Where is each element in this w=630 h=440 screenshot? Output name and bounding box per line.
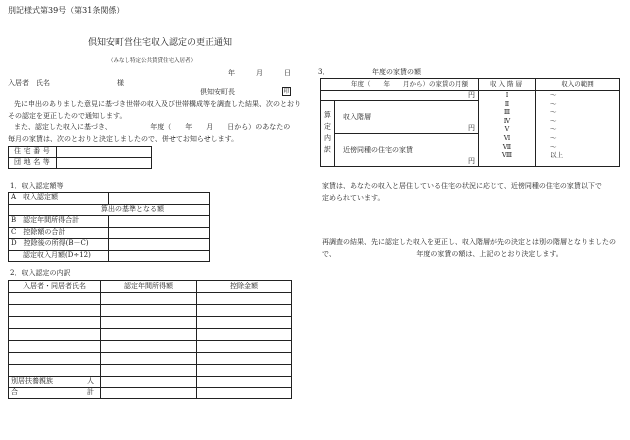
separated-dependents-label-group <box>11 378 98 386</box>
reexamination-note-line: 再調査の結果、先に認定した収入を更正し、収入階層が先の決定とは別の階層となりましたの <box>322 238 616 246</box>
table-cell <box>9 305 101 317</box>
table-cell <box>197 365 292 377</box>
recipient-name-label: 入居者 氏名 <box>8 79 50 87</box>
estate-name-value <box>57 158 152 169</box>
total-cell <box>9 388 101 399</box>
document-title: 倶知安町営住宅収入認定の更正通知 <box>88 38 233 48</box>
income-range-item: ～ <box>550 91 557 99</box>
income-range-item: ～ <box>550 108 557 117</box>
income-level-item: Ⅶ <box>502 142 512 151</box>
housing-number-label: 住宅番号 <box>9 147 57 158</box>
income-range-list <box>535 90 619 166</box>
breakdown-income-level-row <box>334 100 478 133</box>
basis-header: 算出の基準となる額 <box>9 204 210 216</box>
monthly-income-value <box>109 250 210 262</box>
total-label-last: 計 <box>87 388 94 397</box>
income-level-header: 収入階層 <box>478 79 535 90</box>
table-cell <box>101 377 197 388</box>
separated-dependents-cell <box>9 377 101 388</box>
table-cell <box>101 305 197 317</box>
intro-line: また、認定した収入に基づき、 年度（ 年 月 日から）のあなたの <box>14 123 291 131</box>
column-header-annual-income: 認定年間所得額 <box>101 281 197 293</box>
intro-line: 先に申出のありました意見に基づき世帯の収入及び世帯構成等を調査した結果、次のとおり <box>14 100 301 108</box>
table-cell <box>197 305 292 317</box>
housing-info-table <box>8 146 152 169</box>
estate-name-label: 団地名等 <box>9 158 57 169</box>
table-cell <box>101 388 197 399</box>
monthly-rent-header: 年度（ 年 月から）の家賃の月額 <box>351 80 468 88</box>
table-cell <box>197 353 292 365</box>
table-cell <box>101 293 197 305</box>
reexamination-note-line: で、 年度の家賃の額は、上記のとおり決定します。 <box>322 250 563 258</box>
table-cell <box>9 293 101 305</box>
yen-unit: 円 <box>468 91 475 99</box>
table-cell <box>197 317 292 329</box>
total-row <box>9 388 292 399</box>
breakdown-nearby-rent-row <box>334 133 478 166</box>
table-cell <box>197 341 292 353</box>
table-row <box>9 329 292 341</box>
table-row <box>9 204 210 216</box>
table-cell <box>197 293 292 305</box>
sender-name: 倶知安町長 <box>200 88 235 96</box>
rent-note-line: 家賃は、あなたの収入と居住している住宅の状況に応じて、近傍同種の住宅の家賃以下で <box>322 182 602 190</box>
income-level-item: Ⅲ <box>503 108 511 117</box>
estate-name-row <box>9 158 152 169</box>
calculation-breakdown-label: 算定内訳 <box>323 110 332 157</box>
table-cell <box>9 365 101 377</box>
column-header-name: 入居者・同居者氏名 <box>9 281 101 293</box>
table-cell <box>9 329 101 341</box>
income-level-item: Ⅵ <box>503 133 511 142</box>
table-row <box>9 227 210 239</box>
table-row <box>9 305 292 317</box>
official-seal-box: 印 <box>283 88 290 95</box>
calculation-breakdown-label-cell <box>321 100 334 166</box>
table-cell <box>197 377 292 388</box>
yen-unit: 円 <box>468 123 475 132</box>
rent-note-line: 定められています。 <box>322 194 385 202</box>
total-label-group <box>11 389 98 397</box>
breakdown-income-level-label: 収入階層 <box>343 113 371 121</box>
separated-dependents-unit: 人 <box>87 377 94 386</box>
table-cell <box>9 341 101 353</box>
table-cell <box>101 341 197 353</box>
table-row <box>9 317 292 329</box>
income-range-item: ～ <box>550 125 557 134</box>
table-row <box>9 239 210 251</box>
separated-dependents-row <box>9 377 292 388</box>
rent-amount-table <box>320 78 620 167</box>
housing-number-row <box>9 147 152 158</box>
income-level-item: Ⅱ <box>504 99 510 108</box>
income-level-item: Ⅰ <box>505 91 509 99</box>
section1-heading: 1．収入認定額等 <box>10 182 64 190</box>
row-d-value <box>109 239 210 251</box>
income-range-item: ～ <box>550 116 557 125</box>
row-b-value <box>109 216 210 228</box>
row-c-label: C 控除額の合計 <box>9 227 109 239</box>
section3-heading: 年度の家賃の額 <box>372 68 421 76</box>
row-a-value <box>109 193 210 205</box>
monthly-rent-value <box>321 90 478 100</box>
total-label-first: 合 <box>11 388 18 397</box>
form-reference: 別記様式第39号（第31条関係） <box>8 6 125 15</box>
issue-date: 年 月 日 <box>228 69 291 77</box>
intro-line: 毎月の家賃は、次のとおりと決定しましたので、併せてお知らせします。 <box>8 134 239 143</box>
table-row <box>9 250 210 262</box>
table-row <box>9 353 292 365</box>
housing-number-value <box>57 147 152 158</box>
yen-unit: 円 <box>468 156 475 165</box>
row-d-label: D 控除後の所得(B－C) <box>9 239 109 251</box>
income-range-item: ～ <box>550 142 557 151</box>
section3-number: 3． <box>318 68 330 76</box>
table-cell <box>197 329 292 341</box>
table-row <box>9 216 210 228</box>
monthly-income-label: 認定収入月額(D÷12) <box>9 250 109 262</box>
document-subtitle: （みなし特定公共賃貸住宅入居者） <box>108 58 197 64</box>
table-row <box>9 193 210 205</box>
intro-line: その認定を更正したので通知します。 <box>8 111 127 120</box>
income-level-item: Ⅷ <box>501 151 513 160</box>
row-c-value <box>109 227 210 239</box>
table-cell <box>101 353 197 365</box>
table-row <box>9 341 292 353</box>
row-a-label: A 収入認定額 <box>9 193 109 205</box>
breakdown-nearby-rent-label: 近傍同種の住宅の家賃 <box>343 146 413 154</box>
row-b-label: B 認定年間所得合計 <box>9 216 109 228</box>
recipient-honorific: 様 <box>117 79 124 87</box>
income-range-header: 収入の範囲 <box>535 79 619 90</box>
table-row <box>9 365 292 377</box>
income-range-item: 以上 <box>550 151 563 160</box>
separated-dependents-label: 別居扶養親族 <box>11 377 53 386</box>
table-cell <box>101 317 197 329</box>
table-cell <box>101 365 197 377</box>
column-header-deduction: 控除金額 <box>197 281 292 293</box>
table-cell <box>9 353 101 365</box>
income-range-item: ～ <box>550 133 557 142</box>
section2-heading: 2．収入認定の内訳 <box>10 269 71 277</box>
income-range-item: ～ <box>550 99 557 108</box>
income-level-item: Ⅳ <box>503 116 511 125</box>
income-level-list <box>478 90 535 166</box>
table-header-row <box>9 281 292 293</box>
income-level-item: Ⅴ <box>504 125 510 134</box>
table-row <box>9 293 292 305</box>
table-cell <box>101 329 197 341</box>
income-breakdown-table <box>8 280 292 399</box>
table-cell <box>9 317 101 329</box>
table-cell <box>197 388 292 399</box>
income-recognition-table <box>8 192 210 262</box>
